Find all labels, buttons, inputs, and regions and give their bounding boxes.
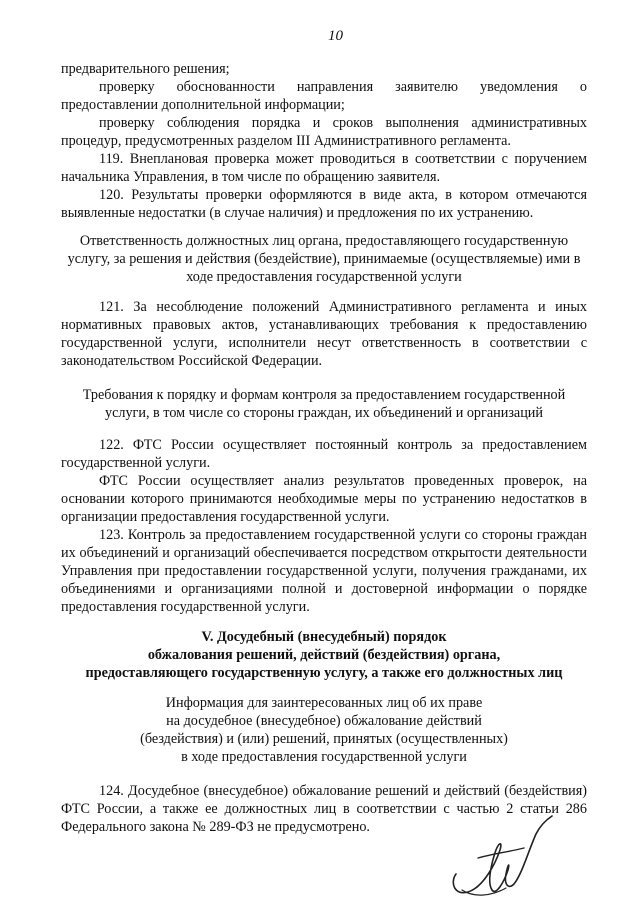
paragraph-119: 119. Внеплановая проверка может проводиться в соответствии с поручением начальника Управления, в том числе по обращению заявителя. bbox=[61, 151, 587, 185]
section-v-heading bbox=[61, 628, 587, 682]
paragraph-analysis: ФТС России осуществляет анализ результатов проведенных проверок, на основании которого принимаются необходимые меры по устранению недостатков в организации предоставления государственной услуги. bbox=[61, 473, 587, 525]
heading-line: Требования к порядку и формам контроля за предоставлением государственной bbox=[82, 387, 566, 403]
paragraph-123: 123. Контроль за предоставлением государственной услуги со стороны граждан их объединений и организаций обеспечивается посредством открытости деятельности Управления при предоставлении государственной услуги, получения гражданами, их объединениями и организациями полной и достоверной информации о порядке предоставления государственной услуги. bbox=[61, 527, 587, 615]
control-procedures-block bbox=[61, 60, 587, 222]
heading-line: Информация для заинтересованных лиц об их праве bbox=[165, 695, 483, 711]
paragraph-check-notification: проверку обоснованности направления заявителю уведомления о предоставлении дополнительной информации; bbox=[61, 79, 587, 113]
heading-line: услуги, в том числе со стороны граждан, их объединений и организаций bbox=[104, 405, 543, 421]
page-number: 10 bbox=[328, 28, 343, 44]
paragraph-check-compliance: проверку соблюдения порядка и сроков выполнения административных процедур, предусмотренных разделом III Административного регламента. bbox=[61, 115, 587, 149]
heading-line: на досудебное (внесудебное) обжалование действий bbox=[166, 713, 482, 729]
section-title-line: V. Досудебный (внесудебный) порядок bbox=[201, 629, 447, 645]
heading-line: ходе предоставления государственной услуги bbox=[186, 269, 462, 285]
responsibility-block bbox=[61, 298, 587, 370]
heading-control-requirements bbox=[61, 386, 587, 422]
paragraph-preliminary-decision: предварительного решения; bbox=[61, 61, 230, 77]
paragraph-124: 124. Досудебное (внесудебное) обжалование решений и действий (бездействия) ФТС России, а также ее должностных лиц в соответствии с частью 2 статьи 286 Федерального закона № 289-ФЗ не предусмотрено. bbox=[61, 783, 587, 835]
signature-mark bbox=[448, 812, 558, 900]
public-control-block bbox=[61, 436, 587, 616]
heading-line: услугу, за решения и действия (бездействие), принимаемые (осуществляемые) ими в bbox=[67, 251, 581, 267]
heading-line: Ответственность должностных лиц органа, предоставляющего государственную bbox=[79, 233, 569, 249]
section-title-line: предоставляющего государственную услугу, а также его должностных лиц bbox=[85, 665, 563, 681]
paragraph-122: 122. ФТС России осуществляет постоянный контроль за предоставлением государственной услуги. bbox=[61, 437, 587, 471]
heading-line: (бездействия) и (или) решений, принятых (осуществленных) bbox=[140, 731, 508, 747]
paragraph-121: 121. За несоблюдение положений Административного регламента и иных нормативных правовых актов, устанавливающих требования к предоставлению государственной услуги, исполнители несут ответственность в соответствии с законодательством Российской Федерации. bbox=[61, 299, 587, 369]
paragraph-120: 120. Результаты проверки оформляются в виде акта, в котором отмечаются выявленные недостатки (в случае наличия) и предложения по их устранению. bbox=[61, 187, 587, 221]
heading-appeal-information bbox=[61, 694, 587, 766]
heading-line: в ходе предоставления государственной услуги bbox=[181, 749, 467, 765]
heading-officials-responsibility bbox=[61, 232, 587, 286]
section-title-line: обжалования решений, действий (бездействия) органа, bbox=[147, 647, 501, 663]
